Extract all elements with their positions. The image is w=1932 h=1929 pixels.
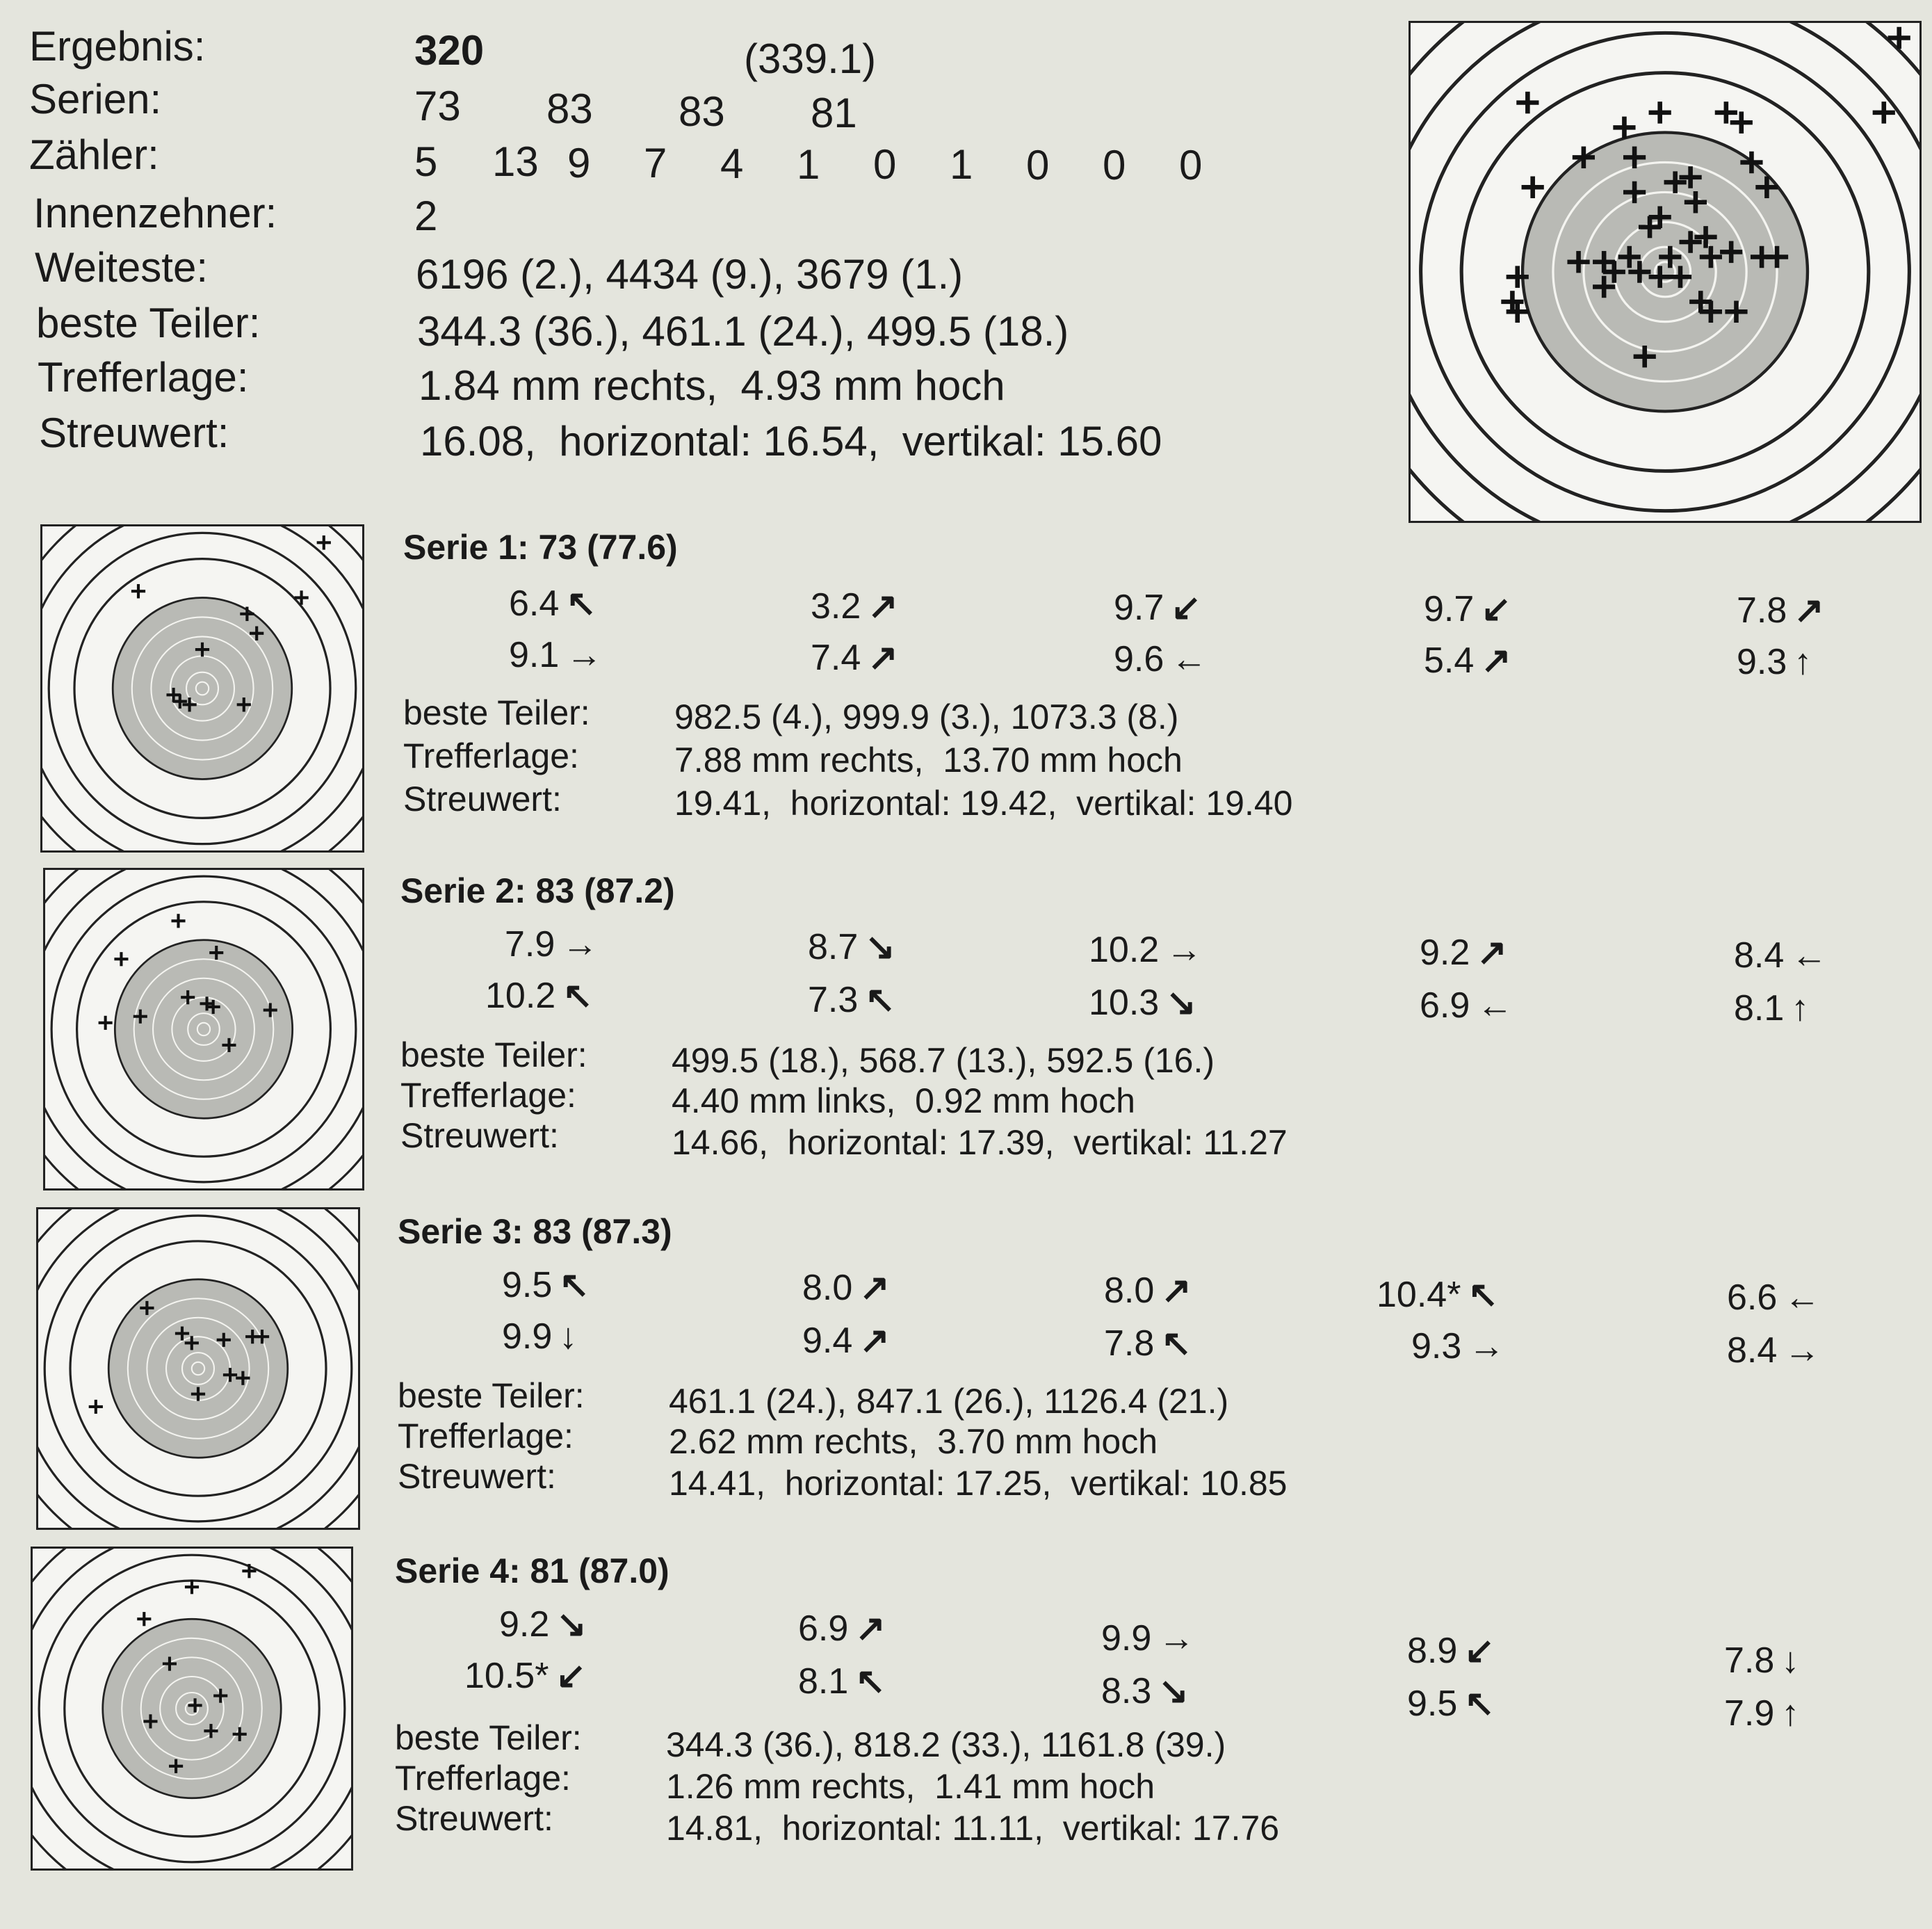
target-svg xyxy=(33,1549,351,1869)
shot: 10.2 → xyxy=(1089,930,1203,970)
hit-marker xyxy=(131,584,145,599)
trefferlage-value: 1.26 mm rechts, 1.41 mm hoch xyxy=(666,1767,1155,1806)
serie-3-target xyxy=(36,1207,360,1530)
serie-2-title: Serie 2: 83 (87.2) xyxy=(400,871,675,910)
target-svg xyxy=(42,526,362,850)
shot: 6.9 ← xyxy=(1420,985,1513,1026)
shot: 9.7 ↙ xyxy=(1114,588,1201,628)
hit-marker xyxy=(1522,177,1544,199)
direction-arrow-icon: ↓ xyxy=(559,1316,578,1357)
serie-1-target xyxy=(40,524,364,853)
direction-arrow-icon: ↖ xyxy=(1464,1684,1495,1724)
serie-4-target xyxy=(31,1547,353,1871)
trefferlage-label: Trefferlage: xyxy=(403,736,579,775)
innenzehner-value: 2 xyxy=(414,193,438,239)
direction-arrow-icon: ↙ xyxy=(1481,589,1511,629)
hit-marker xyxy=(1715,102,1737,124)
shot: 8.0 ↗ xyxy=(1104,1270,1192,1311)
teiler-label: beste Teiler: xyxy=(395,1718,582,1757)
direction-arrow-icon: ↑ xyxy=(1794,642,1812,682)
shot: 8.1 ↑ xyxy=(1734,988,1810,1028)
streuwert-value: 14.81, horizontal: 11.11, vertikal: 17.76 xyxy=(666,1809,1280,1848)
shot: 6.9 ↗ xyxy=(798,1608,886,1649)
ergebnis-label: Ergebnis: xyxy=(29,23,206,70)
teiler-value: 344.3 (36.), 461.1 (24.), 499.5 (18.) xyxy=(417,308,1069,355)
streuwert-label: Streuwert: xyxy=(39,410,229,456)
hit-marker xyxy=(1501,291,1523,313)
zaehler-label: Zähler: xyxy=(29,131,159,178)
direction-arrow-icon: → xyxy=(562,924,599,965)
trefferlage-label: Trefferlage: xyxy=(400,1076,576,1115)
direction-arrow-icon: ↗ xyxy=(1794,590,1824,631)
shot: 8.1 ↖ xyxy=(798,1661,886,1702)
shot: 3.2 ↗ xyxy=(811,586,898,627)
serien-label: Serien: xyxy=(29,76,162,122)
hit-marker xyxy=(171,914,185,928)
direction-arrow-icon: ↖ xyxy=(562,976,593,1016)
direction-arrow-icon: ↗ xyxy=(859,1321,890,1361)
shot: 8.7 ↘ xyxy=(808,927,895,967)
serien-value: 83 xyxy=(679,88,725,135)
shot: 9.9 → xyxy=(1101,1618,1195,1658)
zaehler-value: 7 xyxy=(644,140,667,186)
ergebnis-value: 320 xyxy=(414,27,485,74)
shot: 8.4 ← xyxy=(1734,935,1828,976)
trefferlage-value: 4.40 mm links, 0.92 mm hoch xyxy=(672,1081,1135,1120)
streuwert-value: 14.41, horizontal: 17.25, vertikal: 10.85 xyxy=(669,1464,1288,1503)
shot: 9.6 ← xyxy=(1114,639,1208,679)
shot: 8.0 ↗ xyxy=(802,1268,890,1308)
shot: 8.9 ↙ xyxy=(1407,1631,1495,1671)
serien-value: 73 xyxy=(414,83,461,129)
direction-arrow-icon: → xyxy=(566,635,603,675)
aiming-mark xyxy=(103,1619,281,1798)
shot: 10.5* ↙ xyxy=(464,1656,587,1696)
direction-arrow-icon: ↖ xyxy=(1161,1323,1192,1364)
direction-arrow-icon: ↗ xyxy=(868,638,898,678)
direction-arrow-icon: ← xyxy=(1477,985,1513,1026)
shot: 7.8 ↓ xyxy=(1724,1640,1800,1681)
shot: 9.1 → xyxy=(509,635,603,675)
shot: 7.9 → xyxy=(505,924,599,965)
trefferlage-label: Trefferlage: xyxy=(395,1759,571,1798)
zaehler-value: 0 xyxy=(1103,142,1126,188)
direction-arrow-icon: ↖ xyxy=(1468,1275,1499,1315)
teiler-value: 499.5 (18.), 568.7 (13.), 592.5 (16.) xyxy=(672,1041,1215,1080)
target-svg xyxy=(38,1209,358,1528)
direction-arrow-icon: ← xyxy=(1171,639,1208,679)
direction-arrow-icon: ↓ xyxy=(1781,1640,1800,1681)
direction-arrow-icon: ↙ xyxy=(1464,1631,1495,1671)
teiler-value: 982.5 (4.), 999.9 (3.), 1073.3 (8.) xyxy=(674,697,1179,736)
direction-arrow-icon: ↘ xyxy=(1158,1671,1189,1711)
aiming-mark xyxy=(113,598,292,780)
zaehler-value: 13 xyxy=(492,138,539,185)
hit-marker xyxy=(242,1564,256,1578)
zaehler-value: 1 xyxy=(797,141,820,188)
shot: 8.3 ↘ xyxy=(1101,1671,1189,1711)
shot: 9.5 ↖ xyxy=(1407,1684,1495,1724)
trefferlage-label: Trefferlage: xyxy=(38,354,249,401)
hit-marker xyxy=(1649,102,1671,124)
direction-arrow-icon: ↙ xyxy=(1171,588,1201,628)
streuwert-value: 19.41, horizontal: 19.42, vertikal: 19.40 xyxy=(674,784,1293,823)
shot: 9.2 ↘ xyxy=(499,1604,587,1645)
direction-arrow-icon: → xyxy=(1166,930,1203,970)
streuwert-label: Streuwert: xyxy=(400,1116,559,1155)
shot: 10.2 ↖ xyxy=(485,976,593,1016)
zaehler-value: 0 xyxy=(873,141,897,188)
shot: 6.6 ← xyxy=(1727,1277,1821,1318)
serie-3-title: Serie 3: 83 (87.3) xyxy=(398,1212,672,1251)
trefferlage-label: Trefferlage: xyxy=(398,1417,574,1455)
direction-arrow-icon: ↘ xyxy=(865,927,895,967)
shot: 7.9 ↑ xyxy=(1724,1693,1800,1734)
zaehler-value: 0 xyxy=(1179,142,1203,188)
shot: 9.7 ↙ xyxy=(1424,589,1511,629)
shot: 5.4 ↗ xyxy=(1424,640,1511,681)
direction-arrow-icon: ↖ xyxy=(566,583,596,624)
teiler-label: beste Teiler: xyxy=(398,1376,585,1415)
hit-marker xyxy=(1516,92,1539,114)
shot: 9.9 ↓ xyxy=(502,1316,578,1357)
zaehler-value: 0 xyxy=(1026,142,1050,188)
shot: 7.4 ↗ xyxy=(811,638,898,678)
direction-arrow-icon: ↘ xyxy=(556,1604,587,1645)
shot: 9.3 → xyxy=(1411,1326,1505,1366)
hit-marker xyxy=(294,590,308,605)
hit-marker xyxy=(114,952,128,966)
direction-arrow-icon: ↖ xyxy=(559,1265,590,1305)
direction-arrow-icon: ↑ xyxy=(1791,988,1810,1028)
teiler-value: 461.1 (24.), 847.1 (26.), 1126.4 (21.) xyxy=(669,1382,1229,1421)
shot: 6.4 ↖ xyxy=(509,583,596,624)
aiming-mark xyxy=(115,940,292,1118)
teiler-value: 344.3 (36.), 818.2 (33.), 1161.8 (39.) xyxy=(666,1725,1226,1764)
overall-target xyxy=(1409,21,1922,523)
direction-arrow-icon: ↗ xyxy=(859,1268,890,1308)
serien-value: 83 xyxy=(546,86,593,132)
direction-arrow-icon: ↗ xyxy=(1161,1270,1192,1311)
weiteste-value: 6196 (2.), 4434 (9.), 3679 (1.) xyxy=(416,251,964,298)
streuwert-label: Streuwert: xyxy=(398,1457,556,1496)
direction-arrow-icon: ↗ xyxy=(1481,640,1511,681)
direction-arrow-icon: ← xyxy=(1784,1277,1821,1318)
serie-2-target xyxy=(43,868,364,1191)
streuwert-value: 14.66, horizontal: 17.39, vertikal: 11.27 xyxy=(672,1123,1288,1162)
teiler-label: beste Teiler: xyxy=(400,1035,587,1074)
aiming-mark xyxy=(1523,133,1808,412)
serie-1-title: Serie 1: 73 (77.6) xyxy=(403,528,678,567)
direction-arrow-icon: ↖ xyxy=(865,980,895,1020)
shot: 7.8 ↗ xyxy=(1737,590,1824,631)
shot: 9.2 ↗ xyxy=(1420,933,1507,973)
hit-marker xyxy=(317,535,331,550)
teiler-label: beste Teiler: xyxy=(36,300,261,346)
direction-arrow-icon: ↗ xyxy=(855,1608,886,1649)
direction-arrow-icon: → xyxy=(1784,1330,1821,1371)
direction-arrow-icon: ↗ xyxy=(1477,933,1507,973)
shot: 8.4 → xyxy=(1727,1330,1821,1371)
shot: 10.3 ↘ xyxy=(1089,983,1196,1023)
teiler-label: beste Teiler: xyxy=(403,693,590,732)
zaehler-value: 9 xyxy=(567,140,591,186)
target-svg xyxy=(1411,23,1919,521)
trefferlage-value: 1.84 mm rechts, 4.93 mm hoch xyxy=(419,362,1005,409)
shot: 10.4* ↖ xyxy=(1377,1275,1499,1315)
shot: 9.3 ↑ xyxy=(1737,642,1812,682)
direction-arrow-icon: ← xyxy=(1791,935,1828,976)
hit-marker xyxy=(1888,27,1910,49)
zaehler-value: 1 xyxy=(950,141,973,188)
direction-arrow-icon: → xyxy=(1158,1618,1195,1658)
zaehler-value: 4 xyxy=(720,140,744,187)
serien-value: 81 xyxy=(811,90,857,136)
hit-marker xyxy=(1730,111,1753,134)
trefferlage-value: 2.62 mm rechts, 3.70 mm hoch xyxy=(669,1422,1158,1461)
serie-4-title: Serie 4: 81 (87.0) xyxy=(395,1551,669,1590)
direction-arrow-icon: ↗ xyxy=(868,586,898,627)
innenzehner-label: Innenzehner: xyxy=(33,190,277,236)
direction-arrow-icon: ↘ xyxy=(1166,983,1196,1023)
hit-marker xyxy=(137,1612,151,1626)
shot: 9.5 ↖ xyxy=(502,1265,590,1305)
direction-arrow-icon: ↙ xyxy=(555,1656,587,1696)
trefferlage-value: 7.88 mm rechts, 13.70 mm hoch xyxy=(674,741,1183,780)
shot: 9.4 ↗ xyxy=(802,1321,890,1361)
aiming-mark xyxy=(108,1280,288,1458)
streuwert-label: Streuwert: xyxy=(403,780,562,818)
streuwert-label: Streuwert: xyxy=(395,1799,553,1838)
streuwert-value: 16.08, horizontal: 16.54, vertikal: 15.60 xyxy=(420,418,1162,465)
hit-marker xyxy=(99,1016,113,1030)
direction-arrow-icon: ↑ xyxy=(1781,1693,1800,1734)
hit-marker xyxy=(185,1580,199,1594)
target-svg xyxy=(45,870,362,1188)
direction-arrow-icon: ↖ xyxy=(855,1661,886,1702)
ergebnis-decimal: (339.1) xyxy=(744,35,877,82)
hit-marker xyxy=(89,1400,103,1414)
direction-arrow-icon: → xyxy=(1468,1326,1505,1366)
shot: 7.3 ↖ xyxy=(808,980,895,1020)
shot: 7.8 ↖ xyxy=(1104,1323,1192,1364)
zaehler-value: 5 xyxy=(414,138,438,185)
weiteste-label: Weiteste: xyxy=(35,244,208,291)
